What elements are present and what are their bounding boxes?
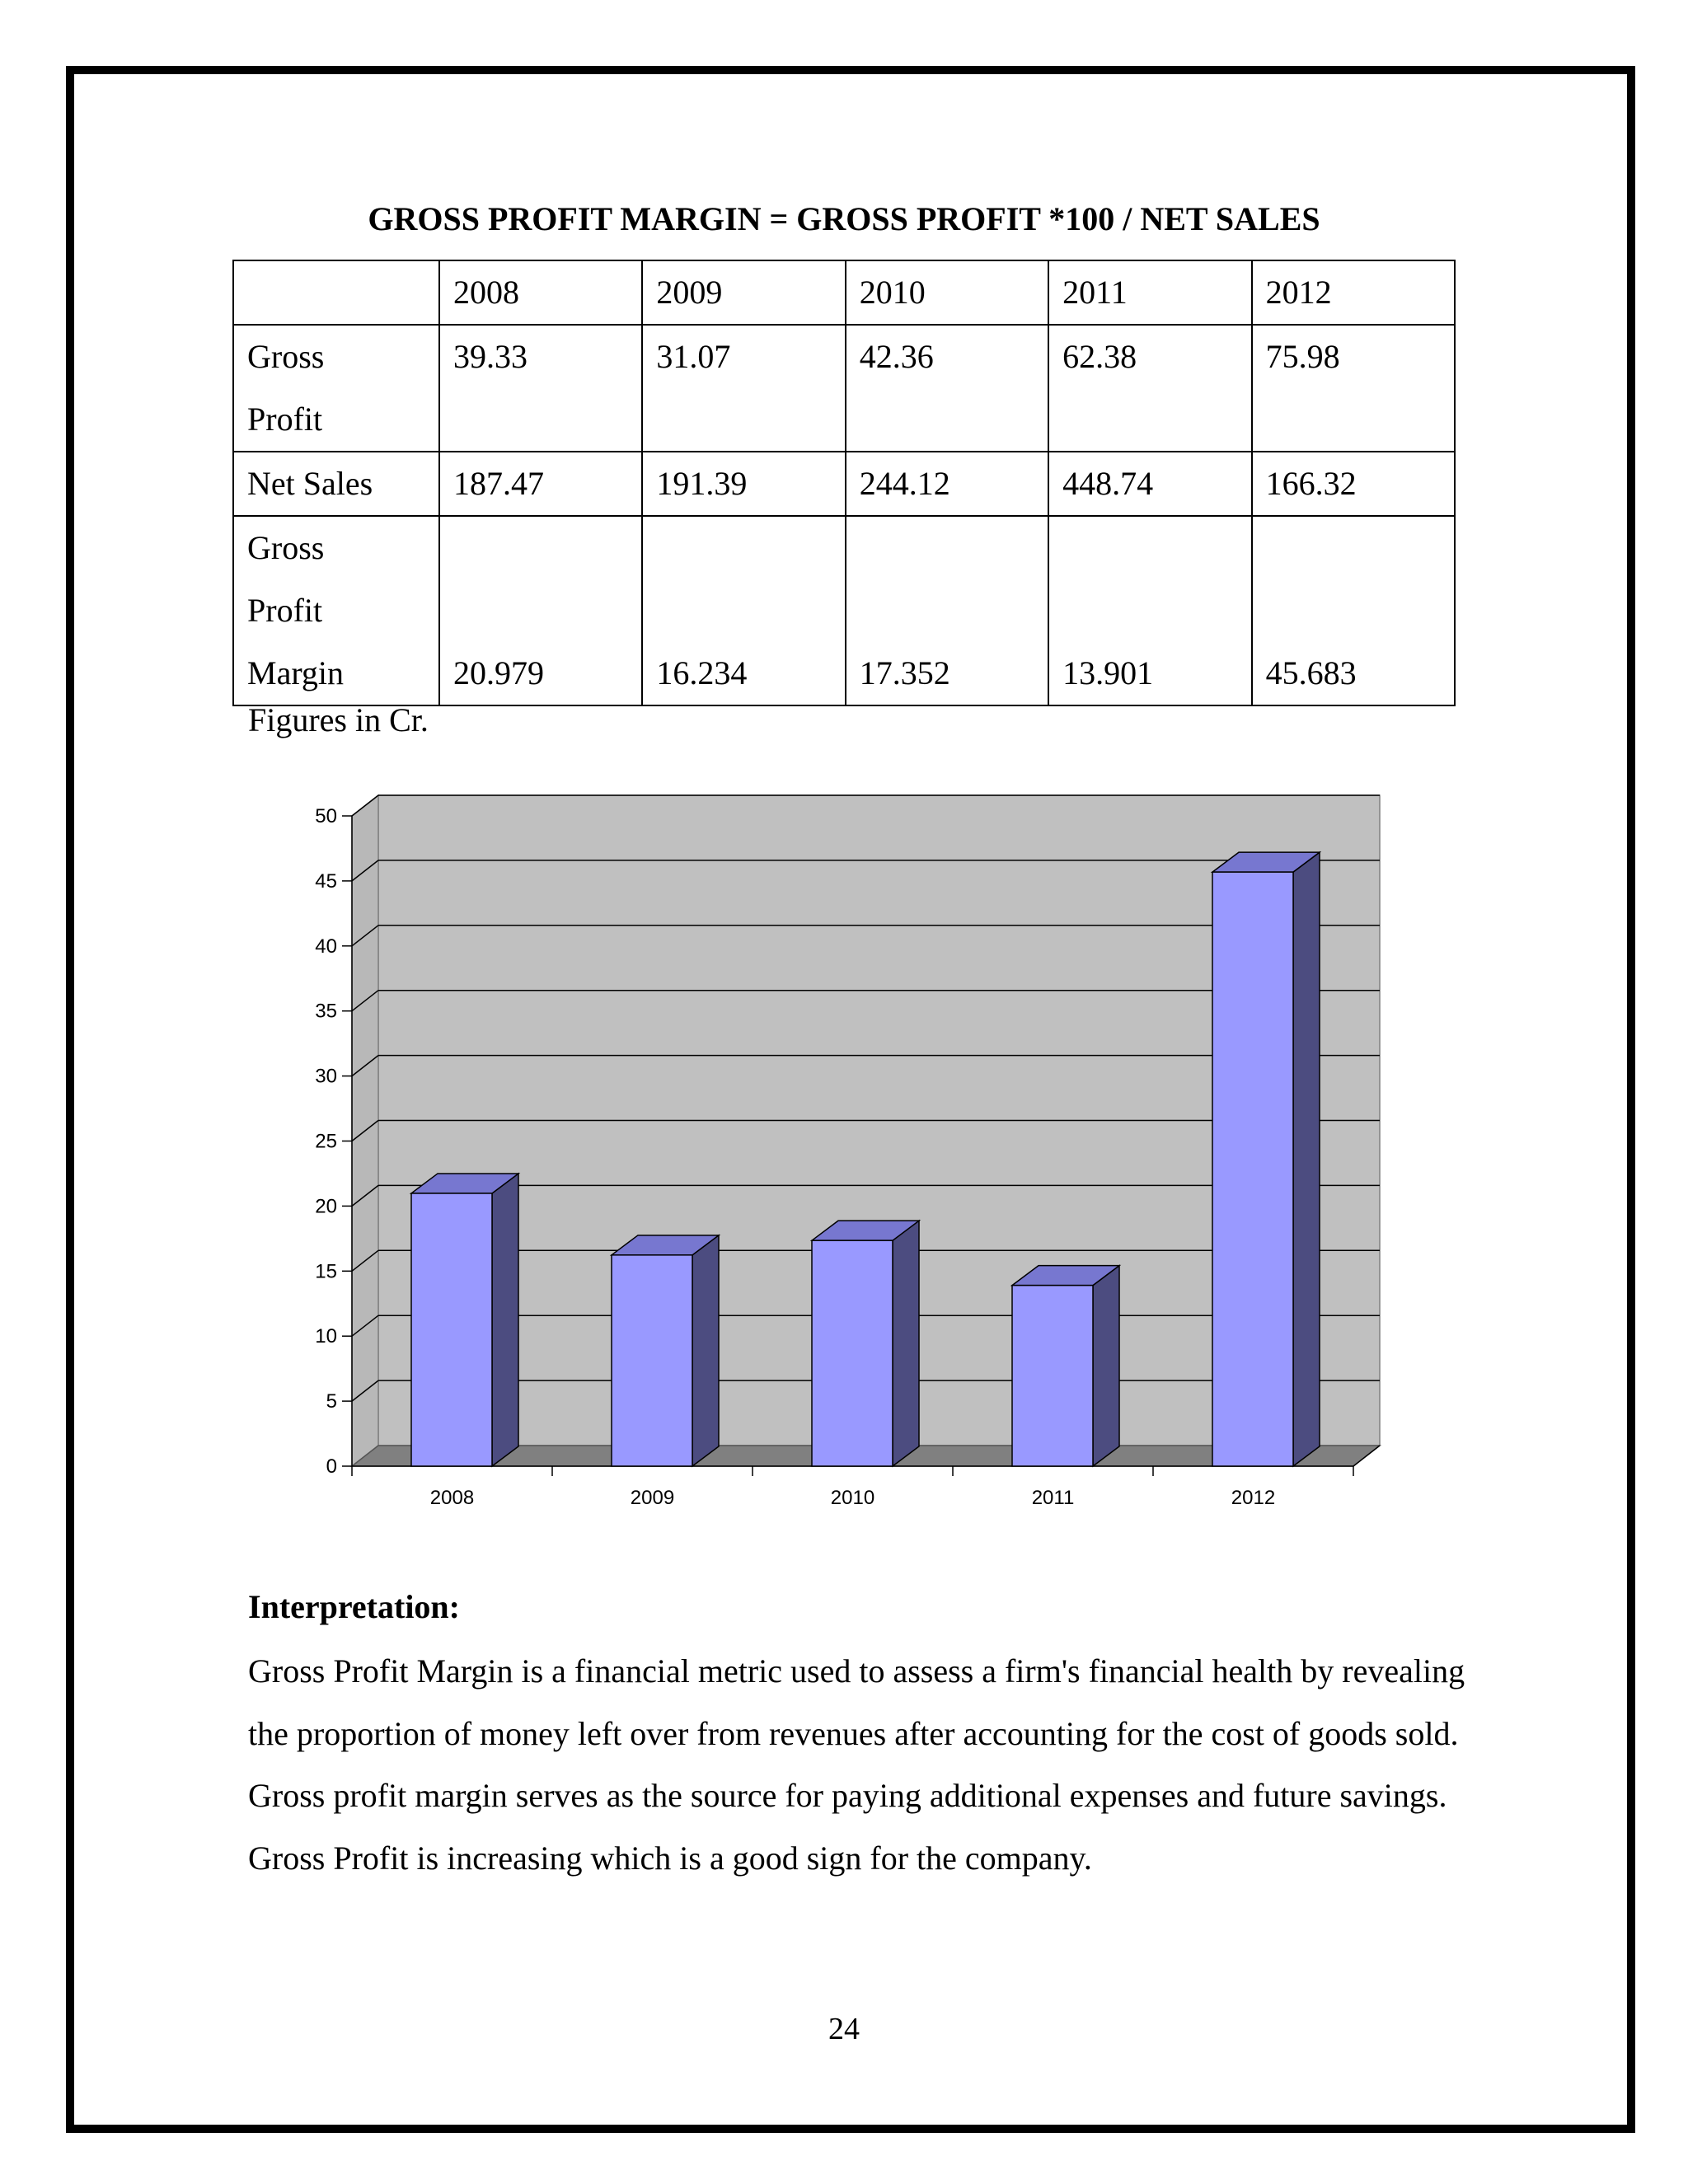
x-tick-label: 2012 bbox=[1231, 1487, 1276, 1509]
formula-heading: GROSS PROFIT MARGIN = GROSS PROFIT *100 / NET SALES bbox=[368, 200, 1320, 237]
row-label-line: Gross bbox=[247, 338, 325, 375]
x-tick-label: 2008 bbox=[429, 1487, 475, 1509]
row-label-line: Profit bbox=[247, 401, 323, 438]
y-tick-label: 30 bbox=[315, 1065, 337, 1088]
y-tick-label: 40 bbox=[315, 935, 337, 958]
y-tick-label: 10 bbox=[315, 1325, 337, 1348]
bar-side bbox=[692, 1235, 719, 1466]
y-tick-label: 25 bbox=[315, 1130, 337, 1153]
table-cell: 62.38 bbox=[1048, 325, 1251, 452]
bar bbox=[1212, 872, 1293, 1466]
bar-side bbox=[1093, 1266, 1119, 1466]
table-cell: 166.32 bbox=[1252, 452, 1455, 516]
table-cell: 187.47 bbox=[439, 452, 642, 516]
table-cell: 191.39 bbox=[642, 452, 845, 516]
table-cell: 42.36 bbox=[846, 325, 1048, 452]
table-header-cell: 2012 bbox=[1252, 260, 1455, 325]
page-number: 24 bbox=[828, 2012, 860, 2046]
table-cell: 20.979 bbox=[439, 516, 642, 705]
table-cell: 39.33 bbox=[439, 325, 642, 452]
table-header-cell: 2011 bbox=[1048, 260, 1251, 325]
row-label-line: Profit bbox=[247, 592, 323, 629]
y-tick-label: 0 bbox=[326, 1455, 337, 1478]
row-label-line: Net Sales bbox=[247, 465, 373, 502]
bar bbox=[411, 1193, 492, 1466]
interpretation-title: Interpretation: bbox=[248, 1588, 460, 1625]
interpretation-body: Gross Profit Margin is a financial metric used to assess a firm's financial health by revealing the proportion of money left over from revenues after accounting for the cost of goods sold. Gross profit margin serves as the source for paying additional expenses and future savings. Gross Profit is increasing which is a good sign for the company. bbox=[248, 1652, 1465, 1877]
bar-side bbox=[893, 1221, 919, 1466]
row-label-line: Margin bbox=[247, 654, 345, 691]
table-cell: 31.07 bbox=[642, 325, 845, 452]
figures-note: Figures in Cr. bbox=[248, 701, 429, 738]
y-tick-label: 15 bbox=[315, 1260, 337, 1283]
table-header-cell: 2010 bbox=[846, 260, 1048, 325]
y-tick-label: 20 bbox=[315, 1195, 337, 1218]
y-tick-label: 35 bbox=[315, 1000, 337, 1023]
table-cell: 75.98 bbox=[1252, 325, 1455, 452]
table-cell: 448.74 bbox=[1048, 452, 1251, 516]
bar bbox=[1012, 1286, 1093, 1466]
bar bbox=[612, 1255, 692, 1466]
bar bbox=[812, 1240, 893, 1466]
x-tick-label: 2011 bbox=[1031, 1487, 1075, 1509]
table-cell: 13.901 bbox=[1048, 516, 1251, 705]
row-label-line: Gross bbox=[247, 529, 325, 566]
table-header-cell: 2008 bbox=[439, 260, 642, 325]
x-tick-label: 2010 bbox=[830, 1487, 875, 1509]
bar-side bbox=[492, 1174, 518, 1466]
table-cell: 244.12 bbox=[846, 452, 1048, 516]
y-tick-label: 45 bbox=[315, 869, 337, 893]
x-tick-label: 2009 bbox=[630, 1487, 675, 1509]
table-cell: 16.234 bbox=[642, 516, 845, 705]
table-cell: 17.352 bbox=[846, 516, 1048, 705]
y-tick-label: 50 bbox=[315, 805, 337, 827]
table-cell: 45.683 bbox=[1252, 516, 1455, 705]
bar-side bbox=[1293, 852, 1320, 1466]
table-header-cell: 2009 bbox=[642, 260, 845, 325]
y-tick-label: 5 bbox=[326, 1390, 337, 1413]
